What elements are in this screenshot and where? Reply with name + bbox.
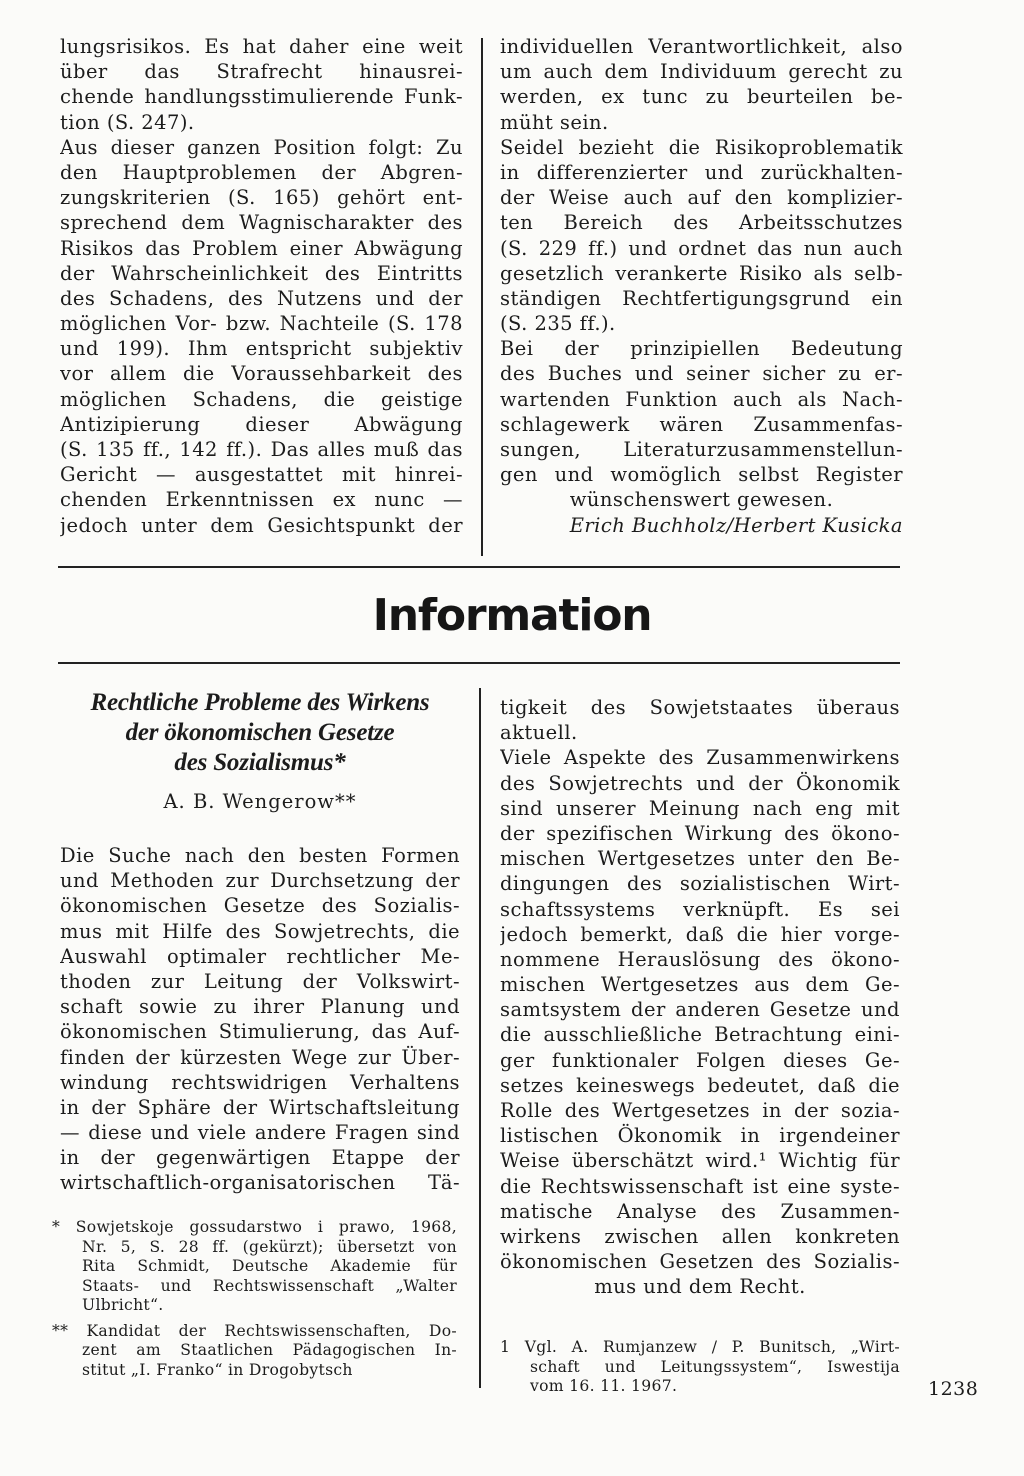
text-line: thoden zur Leitung der Volkswirt- (60, 969, 460, 993)
text-line: (S. 235 ff.). (500, 312, 616, 336)
footnote-line: zent am Staatlichen Pädagogischen In- (82, 1341, 457, 1359)
footnote-line: vom 16. 11. 1967. (530, 1377, 678, 1395)
text-line: matische Analyse des Zusammen- (500, 1199, 900, 1223)
text-line: ständigen Rechtfertigungsgrund ein (500, 286, 903, 310)
page-number: 1238 (928, 1378, 979, 1400)
text-line: über das Strafrecht hinausrei- (60, 60, 463, 84)
text-line: jedoch unter dem Gesichtspunkt der (60, 513, 463, 537)
text-line: (S. 229 ff.) und ordnet das nun auch (500, 236, 903, 260)
article-right-column (500, 695, 900, 1300)
text-line: finden der kürzesten Wege zur Über- (60, 1045, 460, 1069)
text-line: wartenden Funktion auch als Nach- (500, 387, 903, 411)
text-line: sungen, Literaturzusammenstellun- (500, 438, 903, 461)
text-line: Bei der prinzipiellen Bedeutung (500, 337, 903, 361)
text-line: wirtschaftlich-organisatorischen Tä- (60, 1171, 460, 1195)
text-line: schlagewerk wären Zusammenfas- (500, 412, 903, 436)
text-line: werden, ex tunc zu beurteilen be- (500, 85, 903, 109)
text-line: in der Sphäre der Wirtschaftsleitung (60, 1095, 460, 1119)
text-line: zungskriterien (S. 165) gehört ent- (60, 186, 463, 210)
text-line: und 199). Ihm entspricht subjektiv (60, 337, 463, 361)
text-line: mischen Wertgesetzes aus dem Ge- (500, 973, 900, 997)
text-line: gesetzlich verankerte Risiko als selb- (500, 261, 903, 285)
text-line: die ausschließliche Betrachtung eini- (500, 1023, 900, 1047)
text-line: — diese und viele andere Fragen sind (60, 1121, 460, 1145)
footnote-line: Ulbricht“. (82, 1296, 164, 1314)
text-line: Aus dieser ganzen Position folgt: Zu (60, 135, 463, 159)
article-title (60, 688, 460, 778)
text-line: tion (S. 247). (60, 110, 195, 134)
text-line: Weise überschätzt wird.¹ Wichtig für (500, 1149, 900, 1173)
footnote-line: Rita Schmidt, Deutsche Akademie für (82, 1257, 457, 1275)
text-line: des Buches und seiner sicher zu er- (500, 362, 903, 386)
text-line: gen und womöglich selbst Register (500, 463, 903, 487)
text-line: ökonomischen Gesetze des Sozialis- (60, 894, 460, 918)
text-line: mus mit Hilfe des Sowjetrechts, die (60, 919, 460, 943)
text-line: der spezifischen Wirkung des ökono- (500, 821, 900, 845)
text-line: chende handlungsstimulierende Funk- (60, 85, 463, 109)
text-line: der Weise auch auf den komplizier- (500, 186, 903, 210)
footnote-line: * Sowjetskoje gossudarstwo i prawo, 1968, (52, 1218, 457, 1236)
text-line: und Methoden zur Durchsetzung der (60, 869, 460, 893)
text-line: Risikos das Problem einer Abwägung (60, 236, 463, 260)
text-line: Gericht — ausgestattet mit hinrei- (60, 463, 463, 487)
text-line: samtsystem der anderen Gesetze und (500, 998, 900, 1022)
text-line: schaft sowie zu ihrer Planung und (60, 995, 460, 1019)
footnotes-left (52, 1218, 457, 1380)
text-line: jedoch bemerkt, daß die hier vorge- (500, 922, 900, 946)
text-line: sind unserer Meinung nach eng mit (500, 796, 900, 820)
text-line: Auswahl optimaler rechtlicher Me- (60, 944, 460, 968)
footnote-line: Staats- und Rechtswissenschaft „Walter (82, 1276, 457, 1295)
text-line: müht sein. (500, 110, 609, 134)
text-line: setzes keineswegs bedeutet, daß die (500, 1073, 900, 1097)
text-line: windung rechtswidrigen Verhaltens (60, 1070, 460, 1094)
text-line: individuellen Verantwortlichkeit, also (500, 35, 903, 58)
text-line: in differenzierter und zurückhalten- (500, 160, 903, 184)
article-title-line: des Sozialismus* (174, 749, 346, 776)
footnote-line: 1 Vgl. A. Rumjanzew / P. Bunitsch, „Wirt- (500, 1338, 900, 1356)
article-title-line: der ökonomischen Gesetze (125, 719, 395, 746)
text-line: ger funktionaler Folgen dieses Ge- (500, 1048, 900, 1072)
text-line: vor allem die Voraussehbarkeit des (60, 362, 463, 386)
footnote-line: stitut „I. Franko“ in Drogobytsch (82, 1360, 353, 1379)
column-divider (479, 688, 481, 1388)
article-left-column (60, 843, 460, 1196)
text-line: wünschenswert gewesen. (569, 488, 834, 512)
text-line: aktuell. (500, 721, 578, 745)
text-line: ökonomischen Stimulierung, das Auf- (60, 1020, 460, 1044)
text-line: mischen Wertgesetzes unter den Be- (500, 847, 900, 871)
text-line: (S. 135 ff., 142 ff.). Das alles muß das (60, 438, 463, 461)
text-line: des Schadens, des Nutzens und der (60, 286, 463, 310)
text-line: des Sowjetrechts und der Ökonomik (500, 771, 900, 795)
text-line: schaftssystems verknüpft. Es sei (500, 897, 900, 921)
section-rule-bottom (58, 662, 900, 664)
footnotes-right (500, 1338, 900, 1397)
footnote-line: Nr. 5, S. 28 ff. (gekürzt); übersetzt von (82, 1237, 457, 1256)
text-line: nommene Herauslösung des ökono- (500, 947, 900, 971)
text-line: Seidel bezieht die Risikoproblematik (500, 135, 903, 159)
text-line: möglichen Schadens, die geistige (60, 387, 463, 411)
top-right-column (500, 34, 903, 538)
text-line: Viele Aspekte des Zusammenwirkens (500, 746, 900, 770)
text-line: der Wahrscheinlichkeit des Eintritts (60, 261, 463, 285)
text-line: Die Suche nach den besten Formen (60, 844, 460, 867)
text-line: möglichen Vor- bzw. Nachteile (S. 178 (60, 312, 463, 336)
section-heading: Information (372, 590, 652, 641)
text-line: mus und dem Recht. (594, 1275, 806, 1299)
top-left-column (60, 34, 463, 538)
text-line: den Hauptproblemen der Abgren- (60, 160, 463, 184)
text-line: lungsrisikos. Es hat daher eine weit (60, 35, 463, 58)
text-line: dingungen des sozialistischen Wirt- (500, 872, 900, 896)
text-line: chenden Erkenntnissen ex nunc — (60, 488, 463, 512)
column-divider (481, 38, 483, 556)
footnote-line: schaft und Leitungssystem“, Iswestija (530, 1357, 900, 1376)
text-line: tigkeit des Sowjetstaates überaus (500, 696, 900, 719)
text-line: ökonomischen Gesetzen des Sozialis- (500, 1250, 900, 1274)
article-title-line: Rechtliche Probleme des Wirkens (90, 689, 430, 716)
section-rule-top (58, 566, 900, 568)
text-line: sprechend dem Wagnischarakter des (60, 211, 463, 235)
text-line: listischen Ökonomik in irgendeiner (500, 1124, 900, 1148)
text-line: in der gegenwärtigen Etappe der (60, 1146, 460, 1170)
article-author: A. B. Wengerow** (163, 790, 357, 813)
review-signature: Erich Buchholz/Herbert Kusicka (569, 513, 903, 537)
text-line: um auch dem Individuum gerecht zu (500, 60, 903, 84)
text-line: Rolle des Wertgesetzes in der sozia- (500, 1099, 900, 1122)
text-line: die Rechtswissenschaft ist eine syste- (500, 1174, 900, 1198)
text-line: Antizipierung dieser Abwägung (60, 412, 463, 436)
text-line: wirkens zwischen allen konkreten (500, 1224, 900, 1248)
text-line: ten Bereich des Arbeitsschutzes (500, 211, 903, 235)
footnote-line: ** Kandidat der Rechtswissenschaften, Do- (52, 1321, 457, 1340)
